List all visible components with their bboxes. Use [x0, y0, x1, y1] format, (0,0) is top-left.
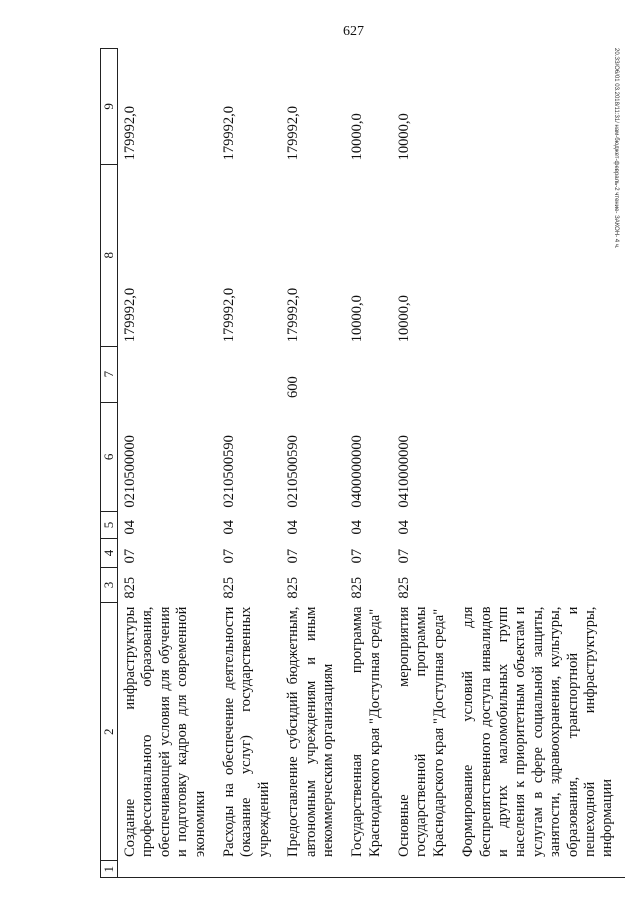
cell-expense-type — [345, 346, 392, 402]
table-row — [217, 49, 281, 878]
cell-expense-type — [217, 346, 281, 402]
table-header-row — [101, 49, 118, 878]
cell-amount-1: 179992,0 — [285, 287, 302, 343]
cell-col-1 — [217, 861, 281, 878]
cell-amount-1: 10000,0 — [396, 295, 413, 343]
header-col-1: 1 — [101, 861, 118, 878]
cell-section: 07 — [122, 548, 138, 564]
header-col-6: 6 — [101, 402, 118, 512]
cell-amount-2: 179992,0 — [285, 105, 302, 161]
cell-target-code: 0400000000 — [349, 435, 366, 508]
cell-amount-1: 179992,0 — [122, 287, 138, 343]
cell-section: 07 — [285, 548, 302, 564]
cell-target-code: 0210500590 — [285, 435, 302, 508]
cell-amount-2 — [456, 49, 625, 165]
row-description: Государственная программа Краснодарского края "Доступная среда" — [349, 606, 383, 857]
header-col-4: 4 — [101, 538, 118, 567]
cell-target-code: 0210500590 — [220, 435, 237, 508]
cell-subsection: 04 — [122, 519, 138, 535]
cell-amount-2: 10000,0 — [396, 113, 413, 161]
header-col-2: 2 — [101, 603, 118, 861]
cell-ved: 825 — [220, 576, 237, 599]
cell-subsection: 04 — [285, 519, 302, 535]
cell-amount-2: 179992,0 — [220, 105, 237, 161]
page-number: 627 — [343, 24, 364, 39]
cell-expense-type — [392, 346, 456, 402]
cell-amount-1: 10000,0 — [349, 295, 366, 343]
cell-col-1 — [281, 861, 345, 878]
cell-section: 07 — [396, 548, 413, 564]
cell-ved: 825 — [122, 576, 138, 599]
header-col-8: 8 — [101, 164, 118, 346]
header-col-7: 7 — [101, 346, 118, 402]
cell-expense-type — [456, 346, 625, 402]
table-row — [281, 49, 345, 878]
file-path-note: 20.ЗЗ/О6/01 03.2018/11:31/ нам-бюджет-февраль-2 чтение- ЗАКОН- 4 ч. — [613, 48, 619, 249]
row-description: Формирование условий для беспрепятственного доступа инвалидов и других маломобильных групп населения к приоритетным объектам и услугам в сфере социальной защиты, занятости, здравоохранения, культуры, образования, транспортной и пешеходной инфраструктуры, информации — [460, 606, 616, 857]
cell-amount-1: 179992,0 — [220, 287, 237, 343]
cell-ved: 825 — [396, 576, 413, 599]
table-row — [118, 49, 217, 878]
row-description: Создание инфраструктуры профессионального образования, обеспечивающей условия для обучения и подготовку кадров для современной экономики — [122, 606, 208, 857]
header-col-9: 9 — [101, 49, 118, 165]
cell-subsection — [456, 512, 625, 539]
budget-table — [100, 48, 625, 878]
row-description: Предоставление субсидий бюджетным, автономным учреждениям и иным некоммерческим организациям — [285, 606, 336, 857]
header-col-5: 5 — [101, 512, 118, 539]
table-row — [392, 49, 456, 878]
cell-col-1 — [456, 861, 625, 878]
cell-expense-type: 600 — [285, 376, 302, 399]
cell-subsection: 04 — [349, 519, 366, 535]
cell-amount-2: 10000,0 — [349, 113, 366, 161]
header-col-3: 3 — [101, 567, 118, 602]
cell-col-1 — [118, 861, 217, 878]
cell-subsection: 04 — [396, 519, 413, 535]
cell-expense-type — [118, 346, 217, 402]
cell-section: 07 — [220, 548, 237, 564]
row-description: Основные мероприятия государственной программы Краснодарского края "Доступная среда" — [396, 606, 447, 857]
cell-amount-1 — [456, 164, 625, 346]
cell-col-1 — [345, 861, 392, 878]
cell-target-code: 0210500000 — [122, 435, 138, 508]
cell-section: 07 — [349, 548, 366, 564]
cell-amount-2: 179992,0 — [122, 105, 138, 161]
cell-target-code — [456, 402, 625, 512]
table-row — [345, 49, 392, 878]
row-description: Расходы на обеспечение деятельности (оказание услуг) государственных учреждений — [220, 606, 272, 857]
cell-col-1 — [392, 861, 456, 878]
cell-ved: 825 — [349, 576, 366, 599]
cell-ved: 825 — [285, 576, 302, 599]
table-row — [456, 49, 625, 878]
cell-ved — [456, 567, 625, 602]
cell-subsection: 04 — [220, 519, 237, 535]
cell-target-code: 0410000000 — [396, 435, 413, 508]
cell-section — [456, 538, 625, 567]
